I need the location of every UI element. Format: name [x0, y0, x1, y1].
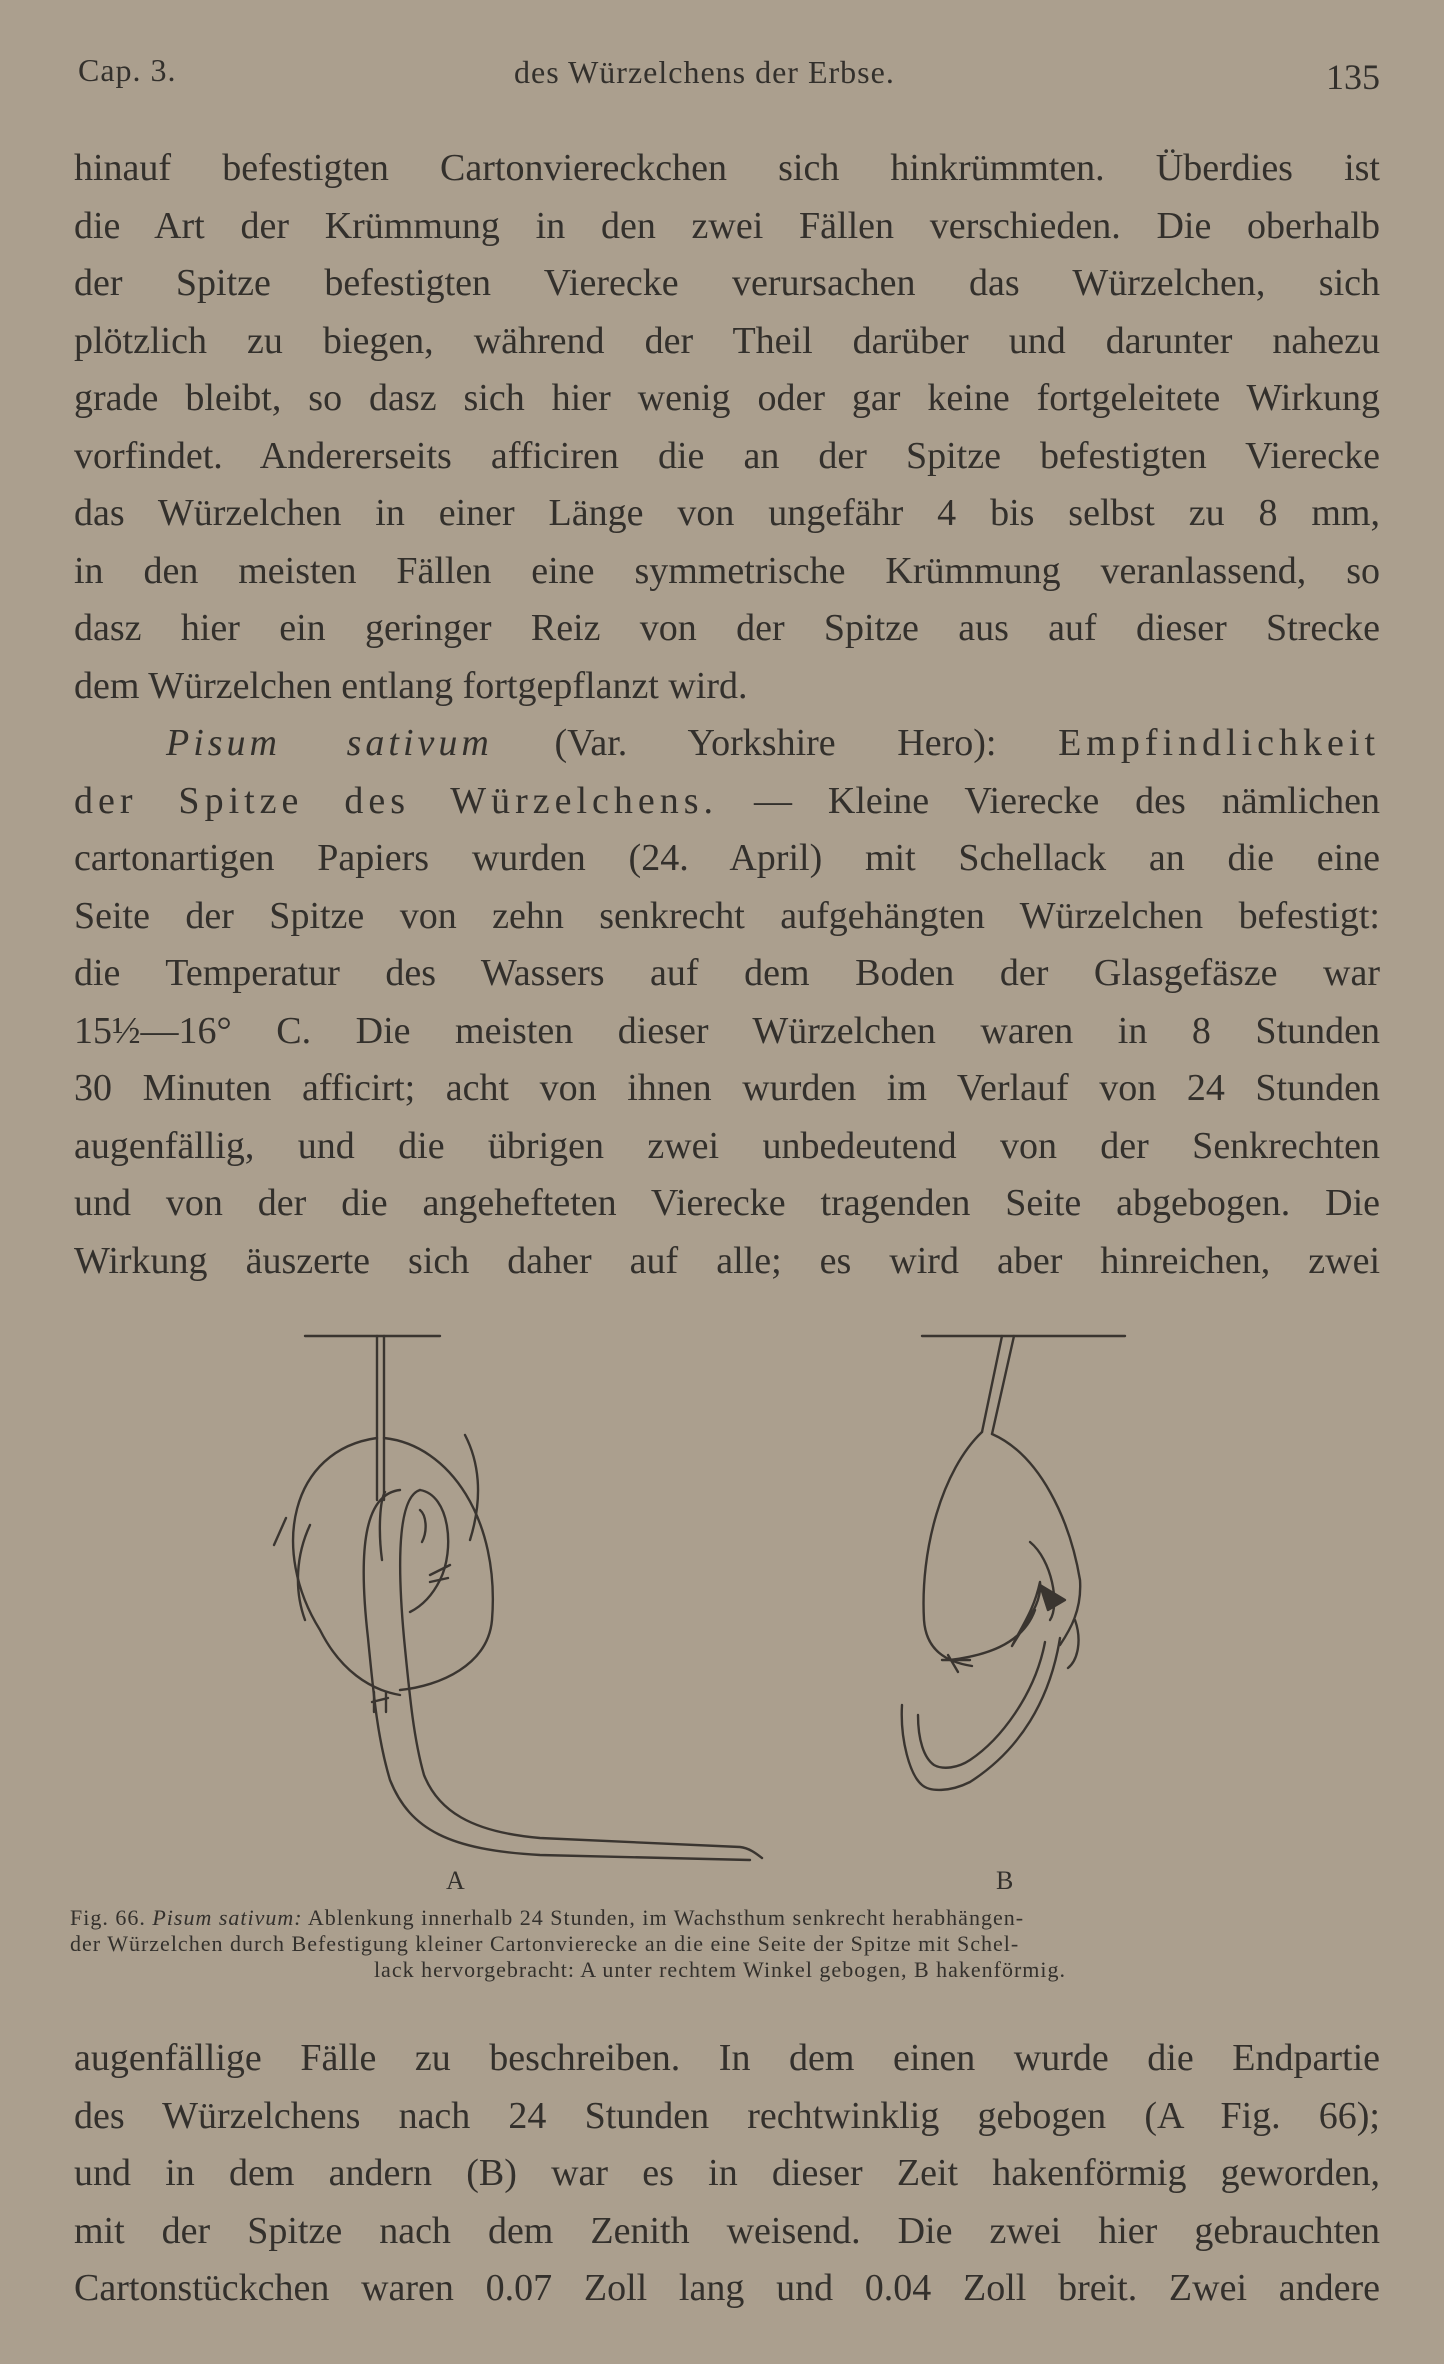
page-number: 135: [1326, 57, 1380, 97]
text-line: Seite der Spitze von zehn senkrecht aufgehängten Würzelchen befestigt:: [74, 894, 1380, 937]
figure-label-a: A: [446, 1866, 465, 1895]
text-line: der Spitze befestigten Vierecke verursachen das Würzelchen, sich: [74, 262, 1380, 304]
text-line: hinauf befestigten Cartonviereckchen sich hinkrümmten. Überdies ist: [74, 147, 1380, 189]
caption-line-1: [70, 1905, 1370, 1931]
text-line: grade bleibt, so dasz sich hier wenig oder gar keine fortgeleitete Wirkung: [74, 377, 1380, 419]
text-line: 15½—16° C. Die meisten dieser Würzelchen waren in 8 Stunden: [74, 1009, 1380, 1052]
figure-66: [270, 1320, 1170, 1900]
text-line: des Würzelchens nach 24 Stunden rechtwinklig gebogen (A Fig. 66);: [74, 2094, 1380, 2137]
text-line: und von der die angehefteten Vierecke tragenden Seite abgebogen. Die: [74, 1182, 1380, 1224]
radicle-a-drawing: [274, 1336, 762, 1860]
body-text-upper: [74, 140, 1380, 1290]
text-line: Wirkung äuszerte sich daher auf alle; es wird aber hinreichen, zwei: [74, 1239, 1380, 1282]
running-title: des Würzelchens der Erbse.: [514, 54, 895, 90]
text-line: Cartonstückchen waren 0.07 Zoll lang und 0.04 Zoll breit. Zwei andere: [74, 2267, 1380, 2309]
figure-number: Fig. 66.: [70, 1905, 146, 1930]
body-text-lower: [74, 2030, 1380, 2318]
text-line: und in dem andern (B) war es in dieser Zeit hakenförmig geworden,: [74, 2152, 1380, 2194]
radicle-b-drawing: [902, 1336, 1125, 1790]
species-name: Pisum sativum: [166, 722, 493, 764]
text-line: vorfindet. Andererseits afficiren die an der Spitze befestigten Vierecke: [74, 434, 1380, 477]
text-line: cartonartigen Papiers wurden (24. April) mit Schellack an die eine: [74, 837, 1380, 879]
text-line: in den meisten Fällen eine symmetrische Krümmung veranlassend, so: [74, 549, 1380, 592]
text-line: dem Würzelchen entlang fortgepflanzt wird.: [74, 664, 748, 707]
text-line: die Temperatur des Wassers auf dem Boden der Glasgefäsze war: [74, 952, 1380, 994]
caption-text: Ablenkung innerhalb 24 Stunden, im Wachsthum senkrecht herabhängen-: [307, 1905, 1025, 1930]
section-heading: Empfindlichkeit: [1058, 722, 1381, 764]
figure-66-drawing: [270, 1320, 1170, 1900]
chapter-label: Cap. 3.: [78, 52, 177, 88]
caption-line-2: der Würzelchen durch Befestigung kleiner Cartonvierecke an die eine Seite der Spitze mit Schel-: [70, 1931, 1020, 1956]
text-line: die Art der Krümmung in den zwei Fällen verschieden. Die oberhalb: [74, 204, 1380, 247]
text-line: augenfällig, und die übrigen zwei unbedeutend von der Senkrechten: [74, 1124, 1380, 1167]
figure-caption: [70, 1905, 1370, 1983]
text-line: plötzlich zu biegen, während der Theil darüber und darunter nahezu: [74, 319, 1380, 362]
section-heading-line: [74, 715, 1380, 773]
running-header: [78, 46, 1380, 106]
caption-species: Pisum sativum:: [152, 1905, 303, 1930]
text-line: augenfällige Fälle zu beschreiben. In dem einen wurde die Endpartie: [74, 2037, 1380, 2079]
text-line: 30 Minuten afficirt; acht von ihnen wurden im Verlauf von 24 Stunden: [74, 1067, 1380, 1109]
text-line: dasz hier ein geringer Reiz von der Spitze aus auf dieser Strecke: [74, 607, 1380, 649]
text-line: das Würzelchen in einer Länge von ungefähr 4 bis selbst zu 8 mm,: [74, 492, 1380, 534]
figure-label-b: B: [996, 1866, 1014, 1895]
section-heading-line: [74, 773, 1380, 831]
section-heading-cont: der Spitze des Würzelchens.: [74, 779, 719, 822]
caption-line-3: lack hervorgebracht: A unter rechtem Winkel gebogen, B hakenförmig.: [373, 1957, 1067, 1982]
text-fragment: — Kleine Vierecke des nämlichen: [753, 779, 1380, 822]
text-line: mit der Spitze nach dem Zenith weisend. Die zwei hier gebrauchten: [74, 2209, 1380, 2252]
variety-note: (Var. Yorkshire Hero):: [554, 722, 997, 764]
